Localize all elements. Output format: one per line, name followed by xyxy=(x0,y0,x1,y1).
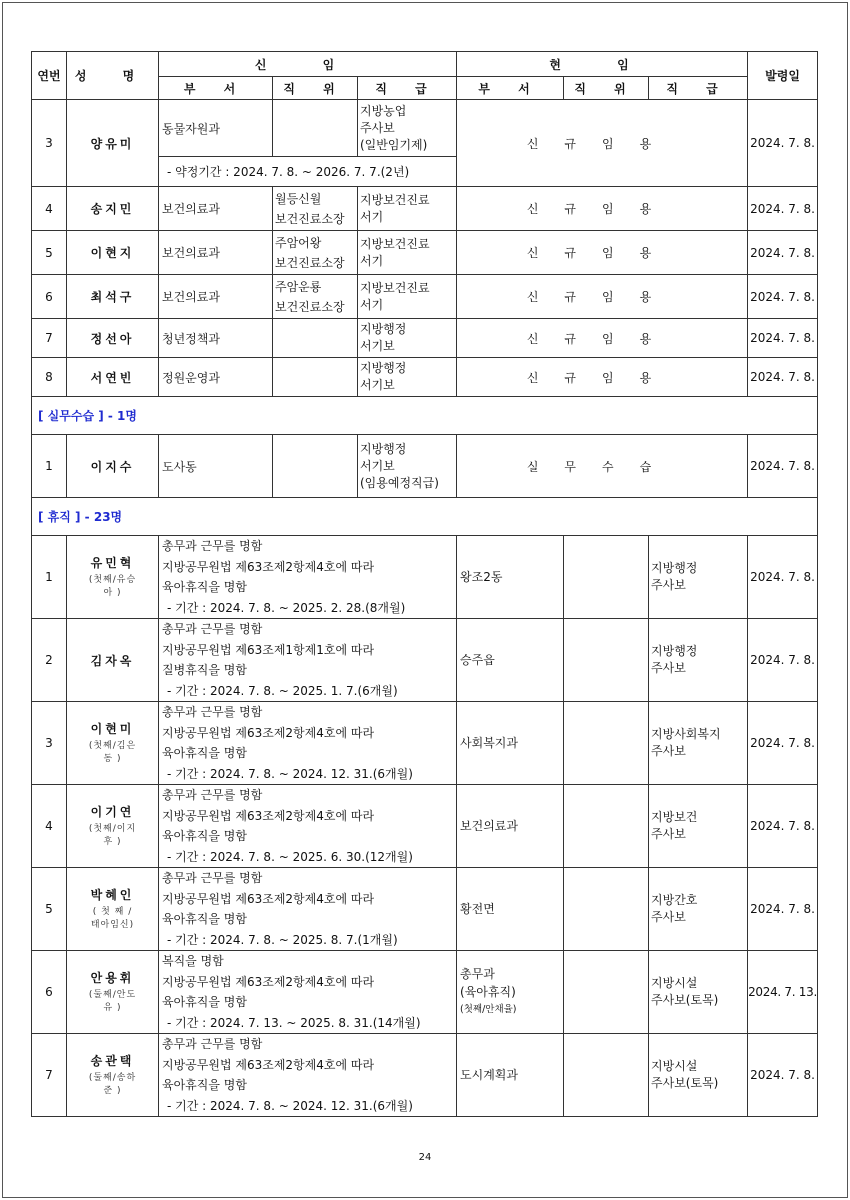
child-info: ( 첫 째 / xyxy=(92,907,133,917)
current-status-cell: 신규임용 xyxy=(457,358,748,397)
current-position-cell xyxy=(564,951,649,1034)
section-row xyxy=(32,397,818,435)
current-status-cell: 신규임용 xyxy=(457,231,748,275)
person-name: 이기연 xyxy=(90,805,135,819)
person-name: 김자옥 xyxy=(90,653,135,668)
table-row xyxy=(32,435,818,498)
current-status-cell: 신규임용 xyxy=(457,100,748,187)
child-info: 아 ) xyxy=(103,588,122,598)
seq-cell: 4 xyxy=(32,785,67,868)
current-status-cell: 신규임용 xyxy=(457,319,748,358)
current-dept-cell: 보건의료과 xyxy=(457,785,564,868)
table-row xyxy=(32,619,818,702)
position-cell xyxy=(273,358,358,397)
name-cell: 최석구 xyxy=(67,275,159,319)
name-cell: 양유미 xyxy=(67,100,159,187)
child-info: (첫째/김은 xyxy=(88,741,137,751)
notes-cell: 총무과 근무를 명함 지방공무원법 제63조제2항제4호에 따라 육아휴직을 명함 - 기간 : 2024. 7. 8. ~ 2024. 12. 31.(6개월) xyxy=(159,702,457,785)
header-seq: 연번 xyxy=(32,52,67,100)
current-status-cell: 신규임용 xyxy=(457,275,748,319)
child-info: (둘째/송하 xyxy=(88,1073,137,1083)
date-cell: 2024. 7. 8. xyxy=(748,619,818,702)
seq-cell: 6 xyxy=(32,275,67,319)
person-name: 송관택 xyxy=(90,1054,135,1068)
date-cell: 2024. 7. 8. xyxy=(748,435,818,498)
table-row xyxy=(32,785,818,868)
table-row xyxy=(32,1034,818,1117)
seq-cell: 4 xyxy=(32,187,67,231)
current-status-cell: 실무수습 xyxy=(457,435,748,498)
name-cell xyxy=(67,619,159,702)
current-dept-cell: 총무과 (육아휴직) (첫째/안채율) xyxy=(457,951,564,1034)
position-cell: 월등신월 보건진료소장 xyxy=(273,187,358,231)
child-info: 동 ) xyxy=(103,754,122,764)
dept-cell: 도사동 xyxy=(159,435,273,498)
child-info: 유 ) xyxy=(103,1003,122,1013)
table-row xyxy=(32,319,818,358)
current-position-cell xyxy=(564,536,649,619)
name-cell xyxy=(67,785,159,868)
table-row xyxy=(32,868,818,951)
date-cell: 2024. 7. 8. xyxy=(748,1034,818,1117)
current-grade-cell: 지방행정 주사보 xyxy=(649,619,748,702)
name-cell: 서연빈 xyxy=(67,358,159,397)
header-new-position: 직 위 xyxy=(273,77,358,100)
table-row xyxy=(32,100,818,157)
current-position-cell xyxy=(564,868,649,951)
dept-cell: 정원운영과 xyxy=(159,358,273,397)
dept-cell: 보건의료과 xyxy=(159,275,273,319)
current-grade-cell: 지방시설 주사보(토목) xyxy=(649,1034,748,1117)
date-cell: 2024. 7. 8. xyxy=(748,358,818,397)
name-cell xyxy=(67,536,159,619)
current-grade-cell: 지방사회복지 주사보 xyxy=(649,702,748,785)
grade-cell: 지방농업 주사보 (일반임기제) xyxy=(358,100,457,157)
date-cell: 2024. 7. 8. xyxy=(748,868,818,951)
position-cell xyxy=(273,319,358,358)
current-status-cell: 신규임용 xyxy=(457,187,748,231)
notes-cell: 총무과 근무를 명함 지방공무원법 제63조제1항제1호에 따라 질병휴직을 명함 - 기간 : 2024. 7. 8. ~ 2025. 1. 7.(6개월) xyxy=(159,619,457,702)
personnel-table xyxy=(31,51,818,1117)
dept-cell: 보건의료과 xyxy=(159,231,273,275)
date-cell: 2024. 7. 8. xyxy=(748,100,818,187)
name-cell: 이현지 xyxy=(67,231,159,275)
seq-cell: 1 xyxy=(32,536,67,619)
header-cur-position: 직 위 xyxy=(564,77,649,100)
seq-cell: 5 xyxy=(32,231,67,275)
current-dept-cell: 황전면 xyxy=(457,868,564,951)
current-dept-cell: 왕조2동 xyxy=(457,536,564,619)
current-position-cell xyxy=(564,1034,649,1117)
position-cell xyxy=(273,435,358,498)
date-cell: 2024. 7. 13. xyxy=(748,951,818,1034)
name-cell xyxy=(67,868,159,951)
date-cell: 2024. 7. 8. xyxy=(748,231,818,275)
dept-cell: 보건의료과 xyxy=(159,187,273,231)
table-row xyxy=(32,275,818,319)
header-name: 성 명 xyxy=(67,52,159,100)
notes-cell: 총무과 근무를 명함 지방공무원법 제63조제2항제4호에 따라 육아휴직을 명함 - 기간 : 2024. 7. 8. ~ 2024. 12. 31.(6개월) xyxy=(159,1034,457,1117)
header-new-post: 신 임 xyxy=(159,52,457,77)
person-name: 이현미 xyxy=(90,722,135,736)
current-dept-cell: 도시계획과 xyxy=(457,1034,564,1117)
current-dept-cell: 승주읍 xyxy=(457,619,564,702)
table-row xyxy=(32,187,818,231)
name-cell: 정선아 xyxy=(67,319,159,358)
date-cell: 2024. 7. 8. xyxy=(748,275,818,319)
grade-cell: 지방보건진료 서기 xyxy=(358,187,457,231)
notes-cell: 복직을 명함 지방공무원법 제63조제2항제4호에 따라 육아휴직을 명함 - 기간 : 2024. 7. 13. ~ 2025. 8. 31.(14개월) xyxy=(159,951,457,1034)
name-cell: 송지민 xyxy=(67,187,159,231)
seq-cell: 3 xyxy=(32,702,67,785)
current-grade-cell: 지방간호 주사보 xyxy=(649,868,748,951)
period-cell: - 약정기간 : 2024. 7. 8. ~ 2026. 7. 7.(2년) xyxy=(159,157,457,187)
leave-section-title: [ 휴직 ] - 23명 xyxy=(32,498,818,536)
name-cell xyxy=(67,1034,159,1117)
current-position-cell xyxy=(564,702,649,785)
table-row xyxy=(32,951,818,1034)
page-number: 24 xyxy=(418,1152,432,1163)
position-cell: 주암운룡 보건진료소장 xyxy=(273,275,358,319)
date-cell: 2024. 7. 8. xyxy=(748,785,818,868)
header-current-post: 현 임 xyxy=(457,52,748,77)
child-info: 태아임신) xyxy=(90,920,135,930)
dept-cell: 청년정책과 xyxy=(159,319,273,358)
grade-cell: 지방행정 서기보 (임용예정직급) xyxy=(358,435,457,498)
dept-cell: 동물자원과 xyxy=(159,100,273,157)
person-name: 안용휘 xyxy=(90,971,135,985)
date-cell: 2024. 7. 8. xyxy=(748,536,818,619)
child-info: 준 ) xyxy=(103,1086,122,1096)
header-new-dept: 부 서 xyxy=(159,77,273,100)
header-new-grade: 직 급 xyxy=(358,77,457,100)
person-name: 유민혁 xyxy=(90,556,135,570)
grade-cell: 지방행정 서기보 xyxy=(358,358,457,397)
table-row xyxy=(32,231,818,275)
seq-cell: 8 xyxy=(32,358,67,397)
section-row xyxy=(32,498,818,536)
table-row xyxy=(32,358,818,397)
seq-cell: 1 xyxy=(32,435,67,498)
grade-cell: 지방보건진료 서기 xyxy=(358,231,457,275)
notes-cell: 총무과 근무를 명함 지방공무원법 제63조제2항제4호에 따라 육아휴직을 명함 - 기간 : 2024. 7. 8. ~ 2025. 8. 7.(1개월) xyxy=(159,868,457,951)
grade-cell: 지방행정 서기보 xyxy=(358,319,457,358)
child-info: (둘째/안도 xyxy=(88,990,137,1000)
position-cell xyxy=(273,100,358,157)
current-grade-cell: 지방시설 주사보(토목) xyxy=(649,951,748,1034)
notes-cell: 총무과 근무를 명함 지방공무원법 제63조제2항제4호에 따라 육아휴직을 명함 - 기간 : 2024. 7. 8. ~ 2025. 2. 28.(8개월) xyxy=(159,536,457,619)
seq-cell: 2 xyxy=(32,619,67,702)
date-cell: 2024. 7. 8. xyxy=(748,319,818,358)
seq-cell: 7 xyxy=(32,319,67,358)
table-row xyxy=(32,702,818,785)
header-cur-grade: 직 급 xyxy=(649,77,748,100)
header-cur-dept: 부 서 xyxy=(457,77,564,100)
current-position-cell xyxy=(564,785,649,868)
name-cell xyxy=(67,702,159,785)
child-info: (첫째/유승 xyxy=(88,575,137,585)
current-dept-cell: 사회복지과 xyxy=(457,702,564,785)
current-position-cell xyxy=(564,619,649,702)
seq-cell: 7 xyxy=(32,1034,67,1117)
seq-cell: 5 xyxy=(32,868,67,951)
trainee-section-title: [ 실무수습 ] - 1명 xyxy=(32,397,818,435)
position-cell: 주암어왕 보건진료소장 xyxy=(273,231,358,275)
name-cell: 이지수 xyxy=(67,435,159,498)
seq-cell: 3 xyxy=(32,100,67,187)
date-cell: 2024. 7. 8. xyxy=(748,702,818,785)
child-info: (첫째/이지 xyxy=(88,824,137,834)
current-grade-cell: 지방보건 주사보 xyxy=(649,785,748,868)
header-date: 발령일 xyxy=(748,52,818,100)
grade-cell: 지방보건진료 서기 xyxy=(358,275,457,319)
name-cell xyxy=(67,951,159,1034)
table-row xyxy=(32,536,818,619)
child-info: 후 ) xyxy=(103,837,122,847)
date-cell: 2024. 7. 8. xyxy=(748,187,818,231)
current-grade-cell: 지방행정 주사보 xyxy=(649,536,748,619)
seq-cell: 6 xyxy=(32,951,67,1034)
notes-cell: 총무과 근무를 명함 지방공무원법 제63조제2항제4호에 따라 육아휴직을 명함 - 기간 : 2024. 7. 8. ~ 2025. 6. 30.(12개월) xyxy=(159,785,457,868)
person-name: 박혜인 xyxy=(90,888,135,902)
